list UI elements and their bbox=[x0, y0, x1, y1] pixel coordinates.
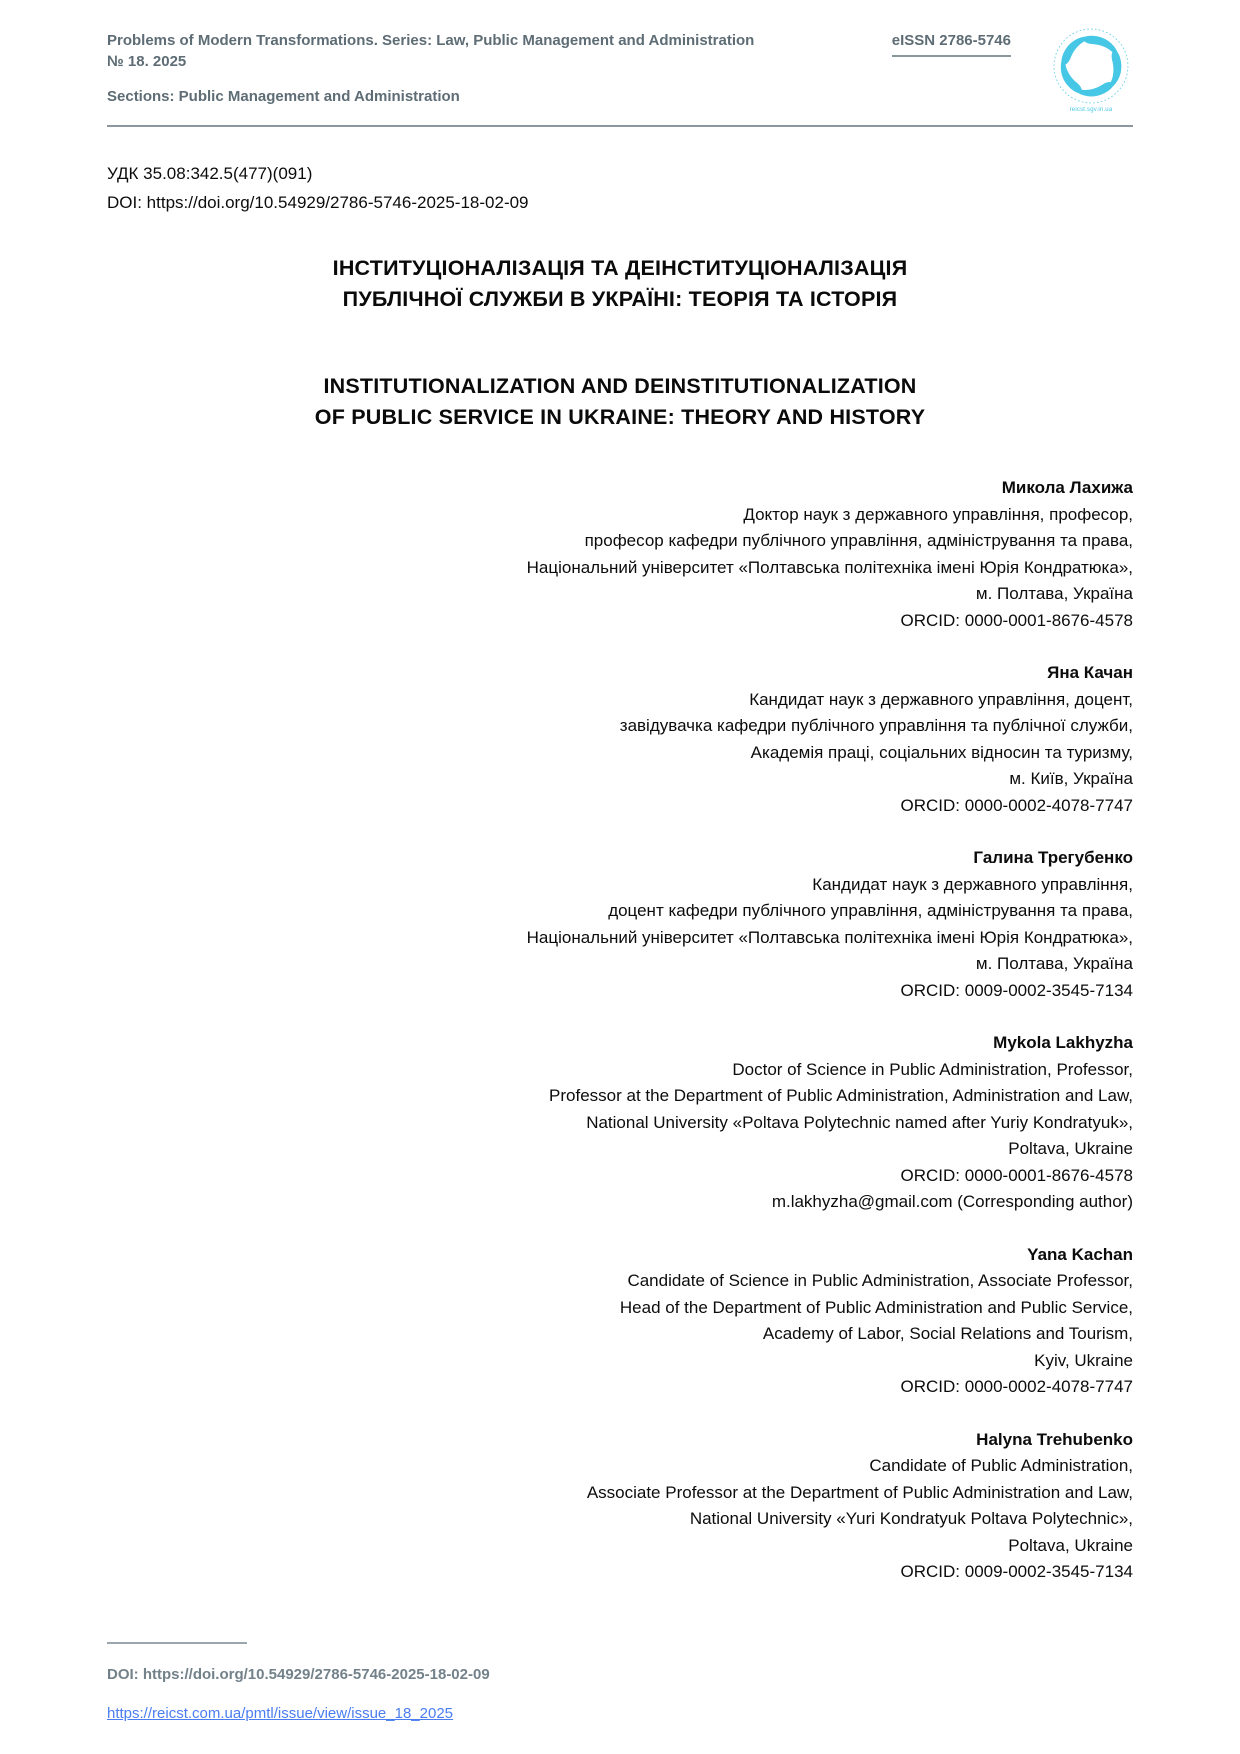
author-name: Mykola Lakhyzha bbox=[993, 1033, 1133, 1052]
author-block bbox=[107, 1030, 1133, 1216]
author-affiliation-line: m.lakhyzha@gmail.com (Corresponding author) bbox=[771, 1192, 1133, 1211]
author-block bbox=[107, 1242, 1133, 1401]
swirl-logo-icon bbox=[1049, 24, 1133, 108]
author-affiliation-line: Academy of Labor, Social Relations and Tourism, bbox=[762, 1324, 1133, 1343]
title-uk-line1: ІНСТИТУЦІОНАЛІЗАЦІЯ ТА ДЕІНСТИТУЦІОНАЛІЗАЦІЯ bbox=[332, 256, 908, 280]
author-affiliation-line: Кандидат наук з державного управління, доцент, bbox=[749, 689, 1133, 709]
article-title-en bbox=[107, 371, 1133, 433]
journal-issue: № 18. 2025 bbox=[107, 53, 187, 70]
journal-logo bbox=[1049, 24, 1133, 113]
author-affiliation-line: Національний університет «Полтавська політехніка імені Юрія Кондратюка», bbox=[526, 557, 1133, 577]
author-block bbox=[107, 1427, 1133, 1586]
journal-header bbox=[107, 30, 1133, 113]
author-name: Галина Трегубенко bbox=[973, 848, 1133, 867]
author-affiliation-line: Candidate of Public Administration, bbox=[869, 1456, 1133, 1475]
title-en-line1: INSTITUTIONALIZATION AND DEINSTITUTIONALIZATION bbox=[323, 374, 917, 398]
issue-link[interactable]: https://reicst.com.ua/pmtl/issue/view/issue_18_2025 bbox=[107, 1705, 454, 1722]
author-affiliation-line: м. Полтава, Україна bbox=[975, 954, 1133, 973]
logo-caption: reicst.sgv.in.ua bbox=[1069, 107, 1113, 113]
title-en-line2: OF PUBLIC SERVICE IN UKRAINE: THEORY AND HISTORY bbox=[314, 405, 926, 429]
author-name: Yana Kachan bbox=[1027, 1244, 1133, 1264]
author-affiliation-line: Head of the Department of Public Administration and Public Service, bbox=[619, 1297, 1133, 1317]
author-affiliation-line: доцент кафедри публічного управління, адміністрування та права, bbox=[608, 901, 1133, 920]
footer-doi: DOI: https://doi.org/10.54929/2786-5746-2025-18-02-09 bbox=[107, 1666, 490, 1683]
author-affiliation-line: ORCID: 0000-0002-4078-7747 bbox=[900, 795, 1133, 815]
udk-code: УДК 35.08:342.5(477)(091) bbox=[107, 164, 313, 183]
author-name: Яна Качан bbox=[1047, 663, 1133, 682]
author-affiliation-line: ORCID: 0009-0002-3545-7134 bbox=[900, 980, 1133, 1000]
author-affiliation-line: National University «Yuri Kondratyuk Poltava Polytechnic», bbox=[689, 1509, 1133, 1528]
article-title-uk bbox=[107, 253, 1133, 315]
header-divider bbox=[107, 125, 1133, 127]
author-affiliation-line: м. Полтава, Україна bbox=[975, 584, 1133, 603]
eissn-label: eISSN 2786-5746 bbox=[892, 32, 1011, 57]
author-affiliation-line: National University «Poltava Polytechnic named after Yuriy Kondratyuk», bbox=[586, 1112, 1133, 1132]
author-block bbox=[107, 845, 1133, 1004]
author-affiliation-line: Poltava, Ukraine bbox=[1008, 1535, 1133, 1555]
author-affiliation-line: професор кафедри публічного управління, адміністрування та права, bbox=[584, 531, 1133, 550]
author-block bbox=[107, 660, 1133, 819]
author-affiliation-line: Associate Professor at the Department of Public Administration and Law, bbox=[586, 1482, 1133, 1502]
doi-line: DOI: https://doi.org/10.54929/2786-5746-2025-18-02-09 bbox=[107, 193, 529, 212]
author-affiliation-line: ORCID: 0009-0002-3545-7134 bbox=[900, 1562, 1133, 1581]
author-affiliation-line: Kyiv, Ukraine bbox=[1034, 1350, 1133, 1370]
author-affiliation-line: Doctor of Science in Public Administration, Professor, bbox=[732, 1059, 1133, 1079]
author-name: Halyna Trehubenko bbox=[976, 1429, 1133, 1449]
author-affiliation-line: ORCID: 0000-0001-8676-4578 bbox=[900, 1165, 1133, 1185]
page-footer bbox=[107, 1642, 1133, 1723]
author-affiliation-line: завідувачка кафедри публічного управління та публічної служби, bbox=[619, 716, 1133, 735]
author-affiliation-line: Candidate of Science in Public Administration, Associate Professor, bbox=[627, 1271, 1133, 1290]
title-uk-line2: ПУБЛІЧНОЇ СЛУЖБИ В УКРАЇНІ: ТЕОРІЯ ТА ІСТОРІЯ bbox=[342, 287, 898, 311]
footer-divider bbox=[107, 1642, 247, 1644]
author-name: Микола Лахижа bbox=[1001, 478, 1133, 497]
author-affiliation-line: Національний університет «Полтавська політехніка імені Юрія Кондратюка», bbox=[526, 927, 1133, 947]
article-meta bbox=[107, 159, 1133, 217]
author-affiliation-line: Poltava, Ukraine bbox=[1008, 1139, 1133, 1158]
journal-header-text bbox=[107, 30, 882, 107]
author-affiliation-line: ORCID: 0000-0001-8676-4578 bbox=[900, 610, 1133, 630]
author-affiliation-line: м. Київ, Україна bbox=[1009, 769, 1133, 788]
journal-section: Sections: Public Management and Administration bbox=[107, 88, 460, 105]
author-affiliation-line: Professor at the Department of Public Administration, Administration and Law, bbox=[549, 1086, 1133, 1105]
author-block bbox=[107, 475, 1133, 634]
author-affiliation-line: Доктор наук з державного управління, професор, bbox=[743, 504, 1133, 524]
authors-section bbox=[107, 475, 1133, 1586]
author-affiliation-line: Академія праці, соціальних відносин та туризму, bbox=[750, 742, 1133, 762]
journal-title: Problems of Modern Transformations. Series: Law, Public Management and Administration bbox=[107, 32, 755, 49]
author-affiliation-line: Кандидат наук з державного управління, bbox=[812, 874, 1133, 894]
author-affiliation-line: ORCID: 0000-0002-4078-7747 bbox=[900, 1377, 1133, 1396]
